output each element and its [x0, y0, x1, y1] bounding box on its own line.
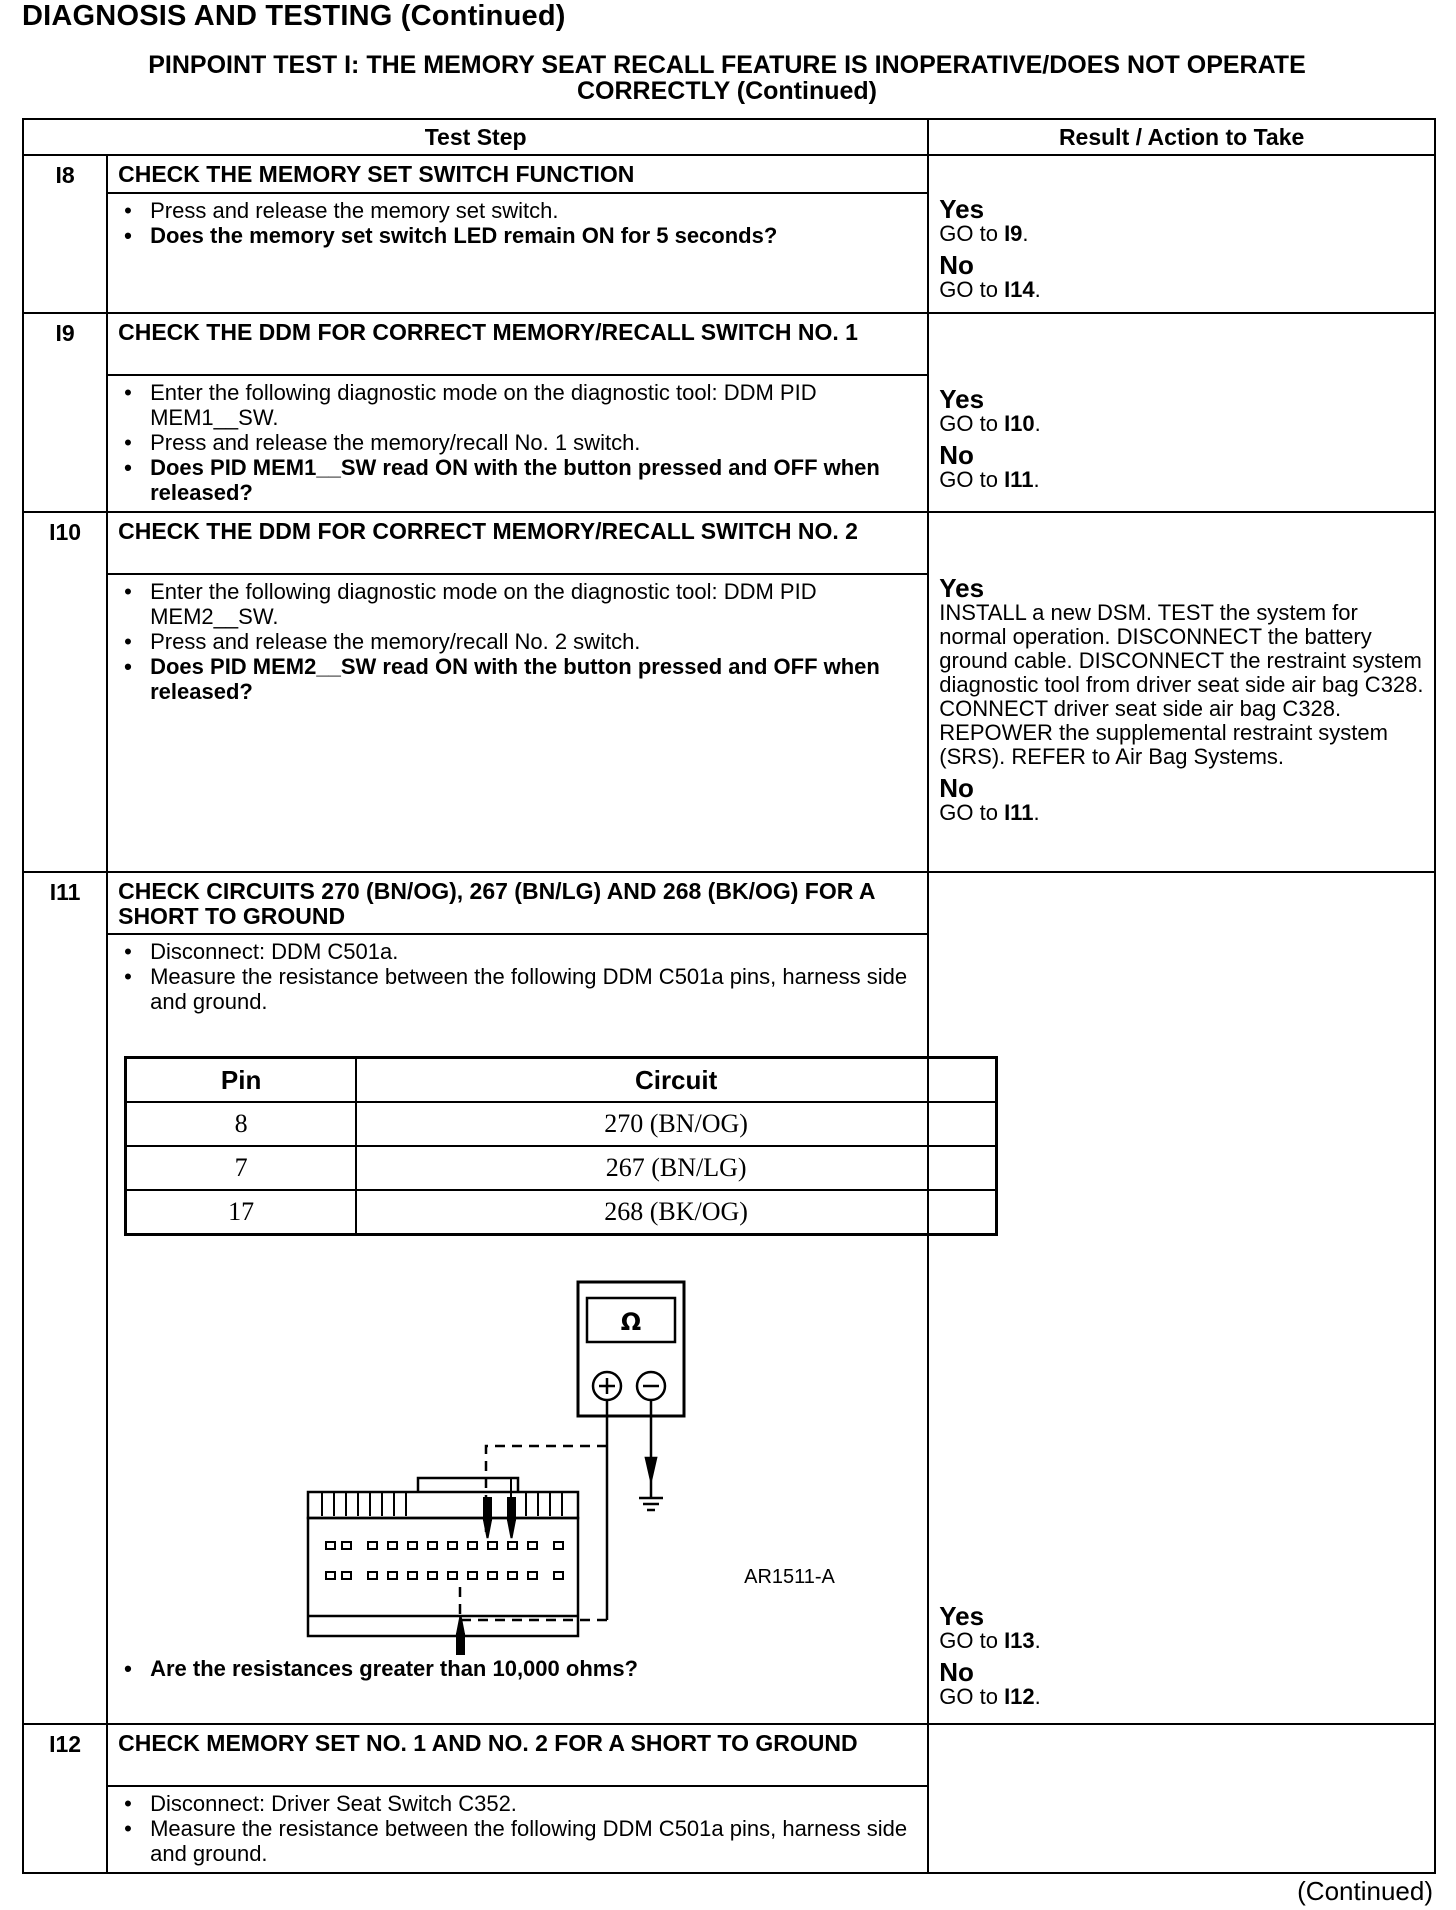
result-i11-no-action: GO to I12.	[939, 1684, 1041, 1709]
connector-diagram-svg	[108, 1236, 988, 1656]
pinpoint-title-line1: PINPOINT TEST I: THE MEMORY SEAT RECALL FEATURE IS INOPERATIVE/DOES NOT OPERATE	[148, 51, 1306, 79]
figure-id: AR1511-A	[744, 1566, 835, 1588]
result-i8-no: No	[939, 250, 974, 280]
dashed-jumpers	[460, 1446, 607, 1620]
test-probes	[457, 1498, 515, 1654]
step-id-i9: I9	[23, 313, 107, 512]
pin-circuit-table	[124, 1056, 998, 1236]
step-id-i10: I10	[23, 512, 107, 872]
result-i9-yes-action: GO to I10.	[939, 411, 1041, 436]
result-i12	[928, 1724, 1435, 1873]
connector-pins-row-2	[326, 1572, 563, 1579]
result-i10-yes: Yes	[939, 573, 985, 603]
result-i9-no-action: GO to I11.	[939, 467, 1040, 492]
result-i9-no: No	[939, 440, 974, 470]
pin-value: 8	[126, 1102, 357, 1146]
step-id-i8: I8	[23, 155, 107, 313]
pin-row	[126, 1102, 997, 1146]
result-i11	[928, 872, 1435, 1724]
step-id-i12: I12	[23, 1724, 107, 1873]
step-i10-title-row	[23, 512, 1435, 574]
result-i8-no-action: GO to I14.	[939, 277, 1041, 302]
step-i8-question: • Does the memory set switch LED remain ON for 5 seconds?	[150, 223, 919, 248]
pin-value: 7	[126, 1146, 357, 1190]
step-title-i11: CHECK CIRCUITS 270 (BN/OG), 267 (BN/LG) AND 268 (BK/OG) FOR A SHORT TO GROUND	[107, 872, 928, 934]
circuit-header: Circuit	[356, 1058, 997, 1103]
continued-label: (Continued)	[1297, 1876, 1433, 1906]
step-i9-title-row	[23, 313, 1435, 375]
step-i9-bullet-1: • Enter the following diagnostic mode on the diagnostic tool: DDM PID MEM1__SW.	[150, 380, 919, 430]
circuit-value: 268 (BK/OG)	[356, 1190, 997, 1235]
step-i12-bullet-2: • Measure the resistance between the following DDM C501a pins, harness side and ground.	[150, 1816, 919, 1866]
step-i10-question: • Does PID MEM2__SW read ON with the button pressed and OFF when released?	[150, 654, 919, 704]
result-i10-no-action: GO to I11.	[939, 800, 1040, 825]
step-i11-question: • Are the resistances greater than 10,000 ohms?	[150, 1656, 919, 1681]
step-id-i11: I11	[23, 872, 107, 1724]
result-i8	[928, 155, 1435, 313]
step-i10-bullet-2: • Press and release the memory/recall No. 2 switch.	[150, 629, 919, 654]
step-i9-bullet-2: • Press and release the memory/recall No. 1 switch.	[150, 430, 919, 455]
ohmmeter-icon	[578, 1282, 684, 1416]
step-i9-question: • Does PID MEM1__SW read ON with the button pressed and OFF when released?	[150, 455, 919, 505]
step-title-i12: CHECK MEMORY SET NO. 1 AND NO. 2 FOR A SHORT TO GROUND	[107, 1724, 928, 1786]
ohmmeter-diagram	[108, 1236, 988, 1656]
result-i9	[928, 313, 1435, 512]
result-i11-yes: Yes	[939, 1601, 985, 1631]
step-title-i8: CHECK THE MEMORY SET SWITCH FUNCTION	[107, 155, 928, 193]
result-i10-no: No	[939, 773, 974, 803]
result-i10	[928, 512, 1435, 872]
step-body-i10	[107, 574, 928, 872]
pin-value: 17	[126, 1190, 357, 1235]
result-i11-no: No	[939, 1657, 974, 1687]
step-title-i10: CHECK THE DDM FOR CORRECT MEMORY/RECALL SWITCH NO. 2	[107, 512, 928, 574]
step-body-i11	[107, 934, 928, 1724]
circuit-value: 270 (BN/OG)	[356, 1102, 997, 1146]
step-i11-bullet-2: • Measure the resistance between the following DDM C501a pins, harness side and ground.	[150, 964, 919, 1014]
step-i11-title-row	[23, 872, 1435, 934]
result-i9-yes: Yes	[939, 384, 985, 414]
result-i10-yes-action: INSTALL a new DSM. TEST the system for normal operation. DISCONNECT the battery ground cable. DISCONNECT the restraint system diagnostic tool from driver seat side air bag C328. CONNECT driver seat side air bag C328. REPOWER the supplemental restraint system (SRS). REFER to Air Bag Systems.	[939, 600, 1424, 769]
step-title-i9: CHECK THE DDM FOR CORRECT MEMORY/RECALL SWITCH NO. 1	[107, 313, 928, 375]
pinpoint-title-line2: CORRECTLY (Continued)	[577, 77, 877, 105]
step-i8-title-row	[23, 155, 1435, 193]
ohm-symbol: Ω	[620, 1308, 642, 1336]
result-i8-yes-action: GO to I9.	[939, 221, 1029, 246]
pin-row	[126, 1146, 997, 1190]
step-i11-bullet-1: • Disconnect: DDM C501a.	[150, 939, 919, 964]
step-body-i9	[107, 375, 928, 512]
connector-pins-row-1	[326, 1542, 563, 1549]
step-body-i8	[107, 193, 928, 313]
table-header-row	[23, 119, 1435, 155]
pin-header: Pin	[126, 1058, 357, 1103]
connector-latches	[322, 1492, 562, 1516]
result-i11-yes-action: GO to I13.	[939, 1628, 1041, 1653]
step-i12-title-row	[23, 1724, 1435, 1786]
step-i12-bullet-1: • Disconnect: Driver Seat Switch C352.	[150, 1791, 919, 1816]
result-i8-yes: Yes	[939, 194, 985, 224]
step-i8-bullet-1: • Press and release the memory set switch.	[150, 198, 919, 223]
probe-leads	[607, 1400, 663, 1620]
pin-row	[126, 1190, 997, 1235]
pinpoint-test-table	[22, 118, 1436, 1874]
step-body-i12	[107, 1786, 928, 1873]
result-header: Result / Action to Take	[928, 119, 1435, 155]
pin-table-header	[126, 1058, 997, 1103]
step-i10-bullet-1: • Enter the following diagnostic mode on the diagnostic tool: DDM PID MEM2__SW.	[150, 579, 919, 629]
section-header: DIAGNOSIS AND TESTING (Continued)	[22, 0, 566, 32]
test-step-header: Test Step	[23, 119, 928, 155]
circuit-value: 267 (BN/LG)	[356, 1146, 997, 1190]
